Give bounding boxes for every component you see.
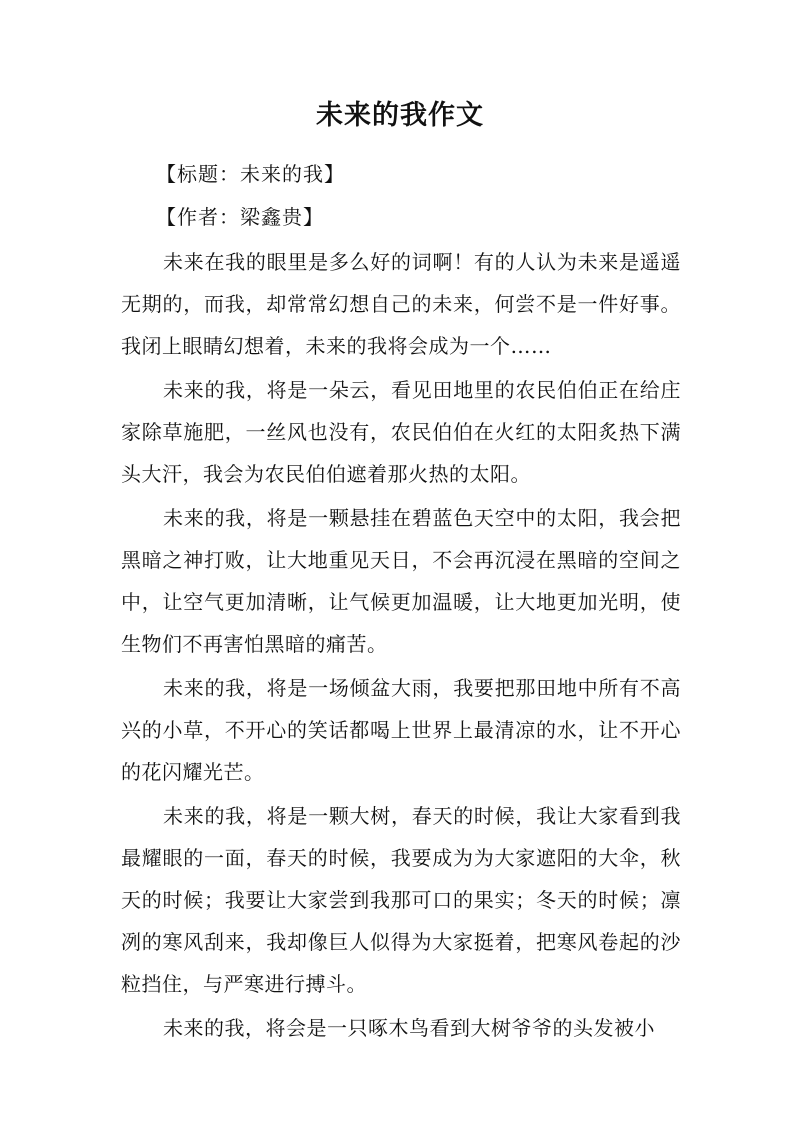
- paragraph-woodpecker: 未来的我，将会是一只啄木鸟看到大树爷爷的头发被小: [163, 1016, 655, 1040]
- paragraph-rain: 未来的我，将是一场倾盆大雨，我要把那田地中所有不高兴的小草，不开心的笑话都喝上世界上最清凉的水，让不开心的花闪耀光芒。: [121, 676, 681, 784]
- paragraph-intro: 未来在我的眼里是多么好的词啊！有的人认为未来是遥遥无期的，而我，却常常幻想自己的未来，何尝不是一件好事。我闭上眼睛幻想着，未来的我将会成为一个……: [121, 250, 681, 358]
- essay-body: [121, 241, 681, 1051]
- paragraph-cloud: 未来的我，将是一朵云，看见田地里的农民伯伯正在给庄家除草施肥，一丝风也没有，农民伯伯在火红的太阳炙热下满头大汗，我会为农民伯伯遮着那火热的太阳。: [121, 378, 681, 486]
- document-title: 未来的我作文: [316, 100, 484, 131]
- title-meta-line: 【标题：未来的我】: [156, 162, 345, 186]
- paragraph-sun: 未来的我，将是一颗悬挂在碧蓝色天空中的太阳，我会把黑暗之神打败，让大地重见天日，不会再沉浸在黑暗的空间之中，让空气更加清晰，让气候更加温暖，让大地更加光明，使生物们不再害怕黑暗的痛苦。: [121, 506, 681, 656]
- author-meta-line: 【作者：梁鑫贵】: [156, 205, 324, 229]
- paragraph-tree: 未来的我，将是一颗大树，春天的时候，我让大家看到我最耀眼的一面，春天的时候，我要成为为大家遮阳的大伞，秋天的时候；我要让大家尝到我那可口的果实；冬天的时候；凛冽的寒风刮来，我却像巨人似得为大家挺着，把寒风卷起的沙粒挡住，与严寒进行搏斗。: [121, 804, 681, 996]
